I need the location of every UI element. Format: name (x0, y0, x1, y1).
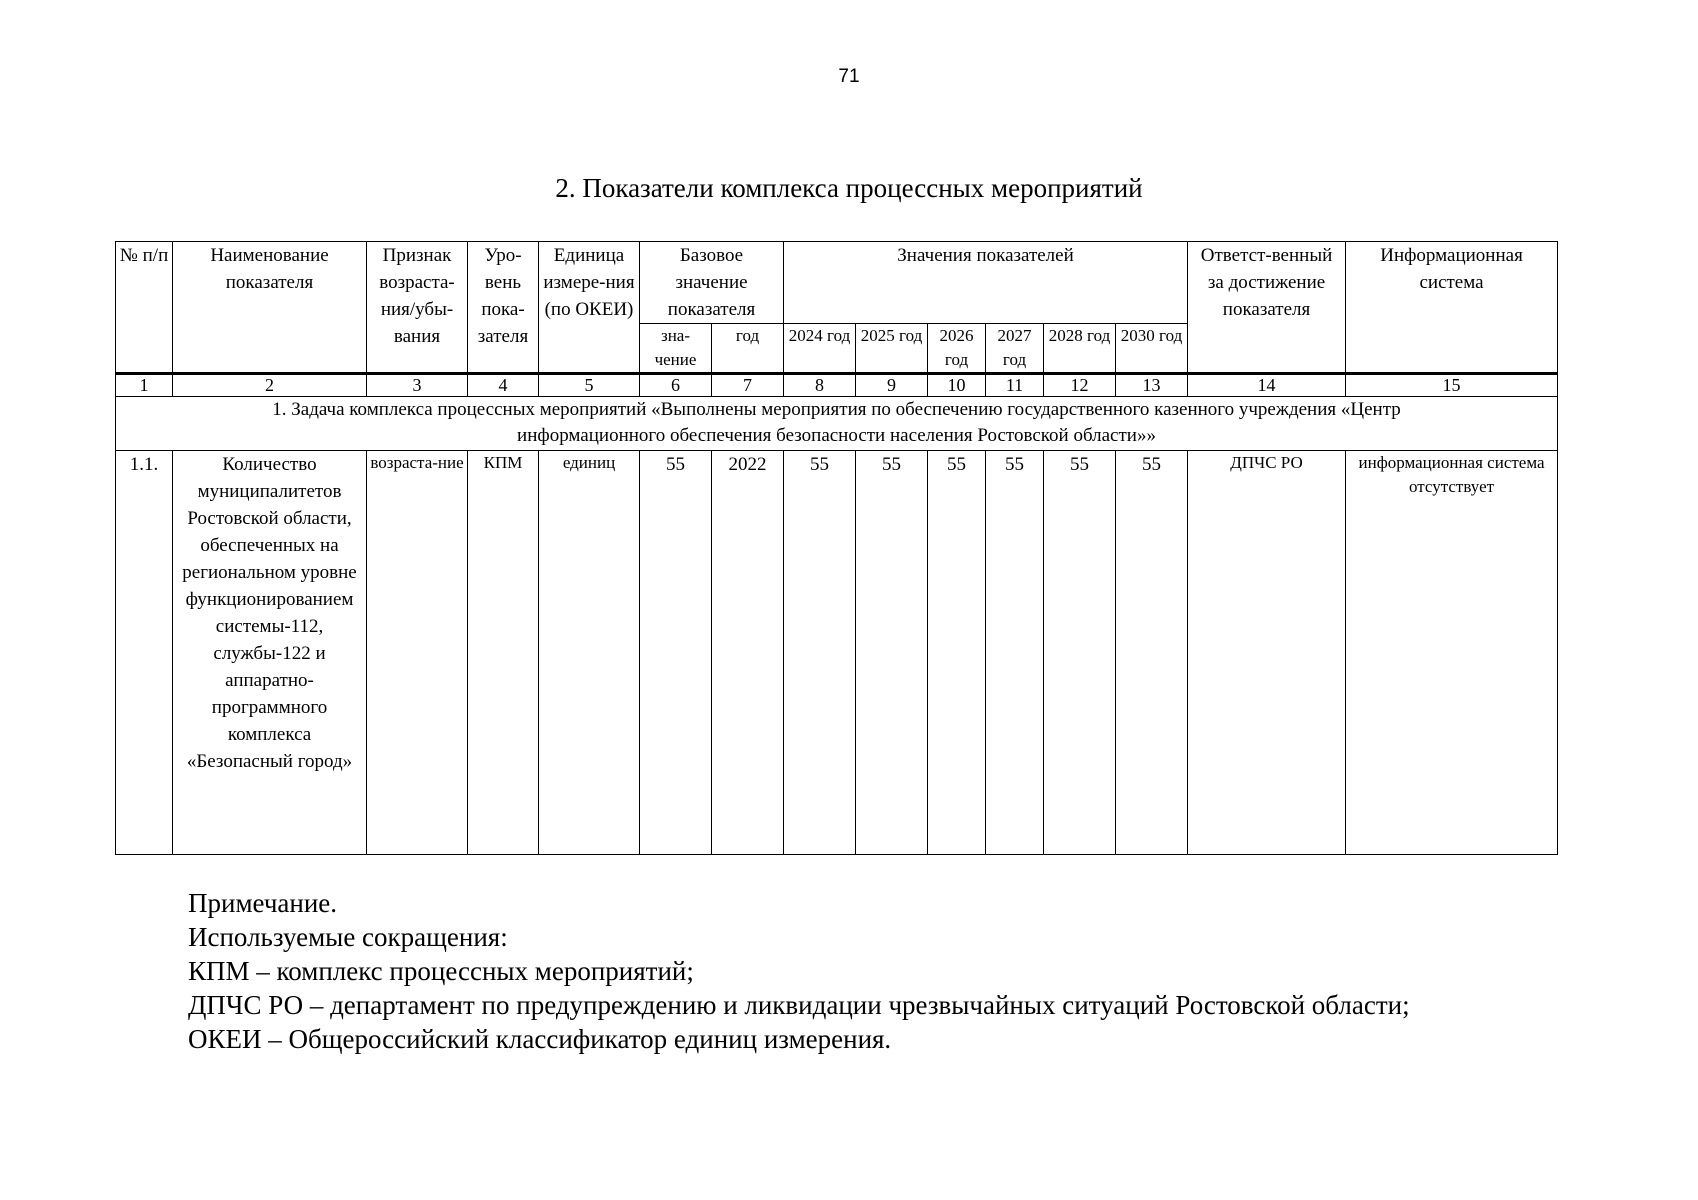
column-number: 3 (367, 374, 468, 397)
row-responsible: ДПЧС РО (1188, 451, 1346, 855)
note-heading: Примечание. (188, 888, 338, 918)
note-item: ДПЧС РО – департамент по предупреждению и ликвидации чрезвычайных ситуаций Ростовской области; (188, 990, 1410, 1020)
row-value-2025: 55 (856, 451, 928, 855)
header-values: Значения показателей (784, 242, 1188, 324)
column-number: 5 (539, 374, 640, 397)
header-unit: Единица измере-ния (по ОКЕИ) (539, 242, 640, 374)
header-num: № п/п (116, 242, 173, 374)
column-number: 13 (1116, 374, 1188, 397)
column-number: 11 (986, 374, 1044, 397)
row-value-2028: 55 (1044, 451, 1116, 855)
header-year-2026: 2026 год (928, 324, 986, 374)
header-level: Уро-вень пока-зателя (468, 242, 539, 374)
page-number: 71 (838, 66, 860, 87)
header-base-year: год (712, 324, 784, 374)
row-unit: единиц (539, 451, 640, 855)
indicators-table (115, 241, 1558, 855)
header-year-2028: 2028 год (1044, 324, 1116, 374)
note-item: КПМ – комплекс процессных мероприятий; (188, 956, 694, 986)
note-section (188, 886, 1410, 1056)
header-year-2024: 2024 год (784, 324, 856, 374)
column-number: 6 (640, 374, 712, 397)
row-sign: возраста-ние (367, 451, 468, 855)
header-name: Наименование показателя (173, 242, 367, 374)
column-number: 14 (1188, 374, 1346, 397)
row-name: Количество муниципалитетов Ростовской области, обеспеченных на региональном уровне функционированием системы-112, службы-122 и аппаратно-программного комплекса «Безопасный город» (173, 451, 367, 855)
column-number: 2 (173, 374, 367, 397)
header-sign: Признак возраста-ния/убы-вания (367, 242, 468, 374)
column-number: 12 (1044, 374, 1116, 397)
column-number: 8 (784, 374, 856, 397)
row-value-2030: 55 (1116, 451, 1188, 855)
header-info-system: Информационная система (1346, 242, 1558, 374)
header-year-2025: 2025 год (856, 324, 928, 374)
header-year-2030: 2030 год (1116, 324, 1188, 374)
row-base-year: 2022 (712, 451, 784, 855)
column-number: 7 (712, 374, 784, 397)
page-title: 2. Показатели комплекса процессных мероприятий (555, 173, 1143, 203)
task-title: 1. Задача комплекса процессных мероприятий «Выполнены мероприятия по обеспечению государственного казенного учреждения «Центр информационного обеспечения безопасности населения Ростовской области»» (116, 397, 1558, 451)
column-number: 15 (1346, 374, 1558, 397)
row-value-2026: 55 (928, 451, 986, 855)
row-value-2024: 55 (784, 451, 856, 855)
row-value-2027: 55 (986, 451, 1044, 855)
note-subheading: Используемые сокращения: (188, 922, 508, 952)
row-num: 1.1. (116, 451, 173, 855)
table-row (116, 451, 1558, 855)
header-year-2027: 2027 год (986, 324, 1044, 374)
column-number: 9 (856, 374, 928, 397)
header-base-value: зна-чение (640, 324, 712, 374)
column-number: 10 (928, 374, 986, 397)
row-level: КПМ (468, 451, 539, 855)
row-info-system: информационная система отсутствует (1346, 451, 1558, 855)
note-item: ОКЕИ – Общероссийский классификатор единиц измерения. (188, 1024, 892, 1054)
header-base: Базовое значение показателя (640, 242, 784, 324)
column-number: 1 (116, 374, 173, 397)
column-number: 4 (468, 374, 539, 397)
row-base-value: 55 (640, 451, 712, 855)
header-responsible: Ответст-венный за достижение показателя (1188, 242, 1346, 374)
